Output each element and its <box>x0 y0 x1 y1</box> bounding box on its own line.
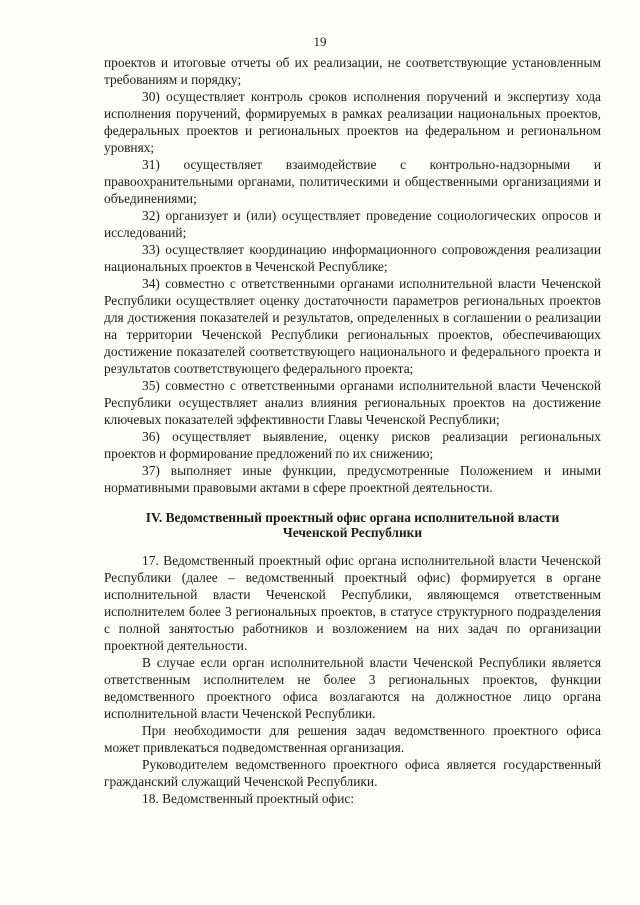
paragraph: Руководителем ведомственного проектного офиса является государственный гражданский служащий Чеченской Республики. <box>104 757 601 789</box>
paragraph: 18. Ведомственный проектный офис: <box>142 791 355 806</box>
paragraph: При необходимости для решения задач ведомственного проектного офиса может привлекаться подведомственная организация. <box>104 723 601 755</box>
paragraph: В случае если орган исполнительной власти Чеченской Республики является ответственным исполнителем не более 3 региональных проектов, функции ведомственного проектного офиса возлагаются на должностное лицо органа исполнительной власти Чеченской Республики. <box>104 655 601 721</box>
paragraph: 32) организует и (или) осуществляет проведение социологических опросов и исследований; <box>104 208 601 240</box>
paragraph: проектов и итоговые отчеты об их реализации, не соответствующие установленным требованиям и порядку; <box>104 55 601 87</box>
paragraph: 35) совместно с ответственными органами исполнительной власти Чеченской Республики осуществляет анализ влияния региональных проектов на достижение ключевых показателей эффективности Главы Чеченской Республики; <box>104 378 601 427</box>
paragraph: 37) выполняет иные функции, предусмотренные Положением и иными нормативными правовыми актами в сфере проектной деятельности. <box>104 463 601 495</box>
paragraph: 30) осуществляет контроль сроков исполнения поручений и экспертизу хода исполнения поручений, формируемых в рамках реализации национальных проектов, федеральных проектов и региональных проектов на федеральном и региональном уровнях; <box>104 89 601 155</box>
document-body <box>104 54 601 807</box>
paragraph: 17. Ведомственный проектный офис органа исполнительной власти Чеченской Республики (далее – ведомственный проектный офис) формируется в органе исполнительной власти Чеченской Республики, являющемся ответственным исполнителем более 3 региональных проектов, в статусе структурного подразделения с полной занятостью работников и возложением на них задач по организации проектной деятельности. <box>104 553 601 653</box>
paragraph: 36) осуществляет выявление, оценку рисков реализации региональных проектов и формирование предложений по их снижению; <box>104 429 601 461</box>
section-heading <box>104 510 601 540</box>
section-heading-line-1: IV. Ведомственный проектный офис органа исполнительной власти <box>145 510 560 525</box>
paragraph-group-bottom <box>104 552 601 807</box>
page-number: 19 <box>313 34 327 49</box>
section-heading-line-2: Чеченской Республики <box>282 525 423 540</box>
paragraph: 34) совместно с ответственными органами исполнительной власти Чеченской Республики осуществляет оценку достаточности параметров региональных проектов для достижения показателей и результатов, определенных в соглашении о реализации на территории Чеченской Республики региональных проектов, обеспечивающих достижение показателей соответствующего национального и федерального проекта и результатов соответствующего федерального проекта; <box>104 276 601 376</box>
paragraph: 33) осуществляет координацию информационного сопровождения реализации национальных проектов в Чеченской Республике; <box>104 242 601 274</box>
paragraph: 31) осуществляет взаимодействие с контрольно-надзорными и правоохранительными органами, политическими и общественными организациями и объединениями; <box>104 157 601 206</box>
paragraph-group-top <box>104 54 601 496</box>
